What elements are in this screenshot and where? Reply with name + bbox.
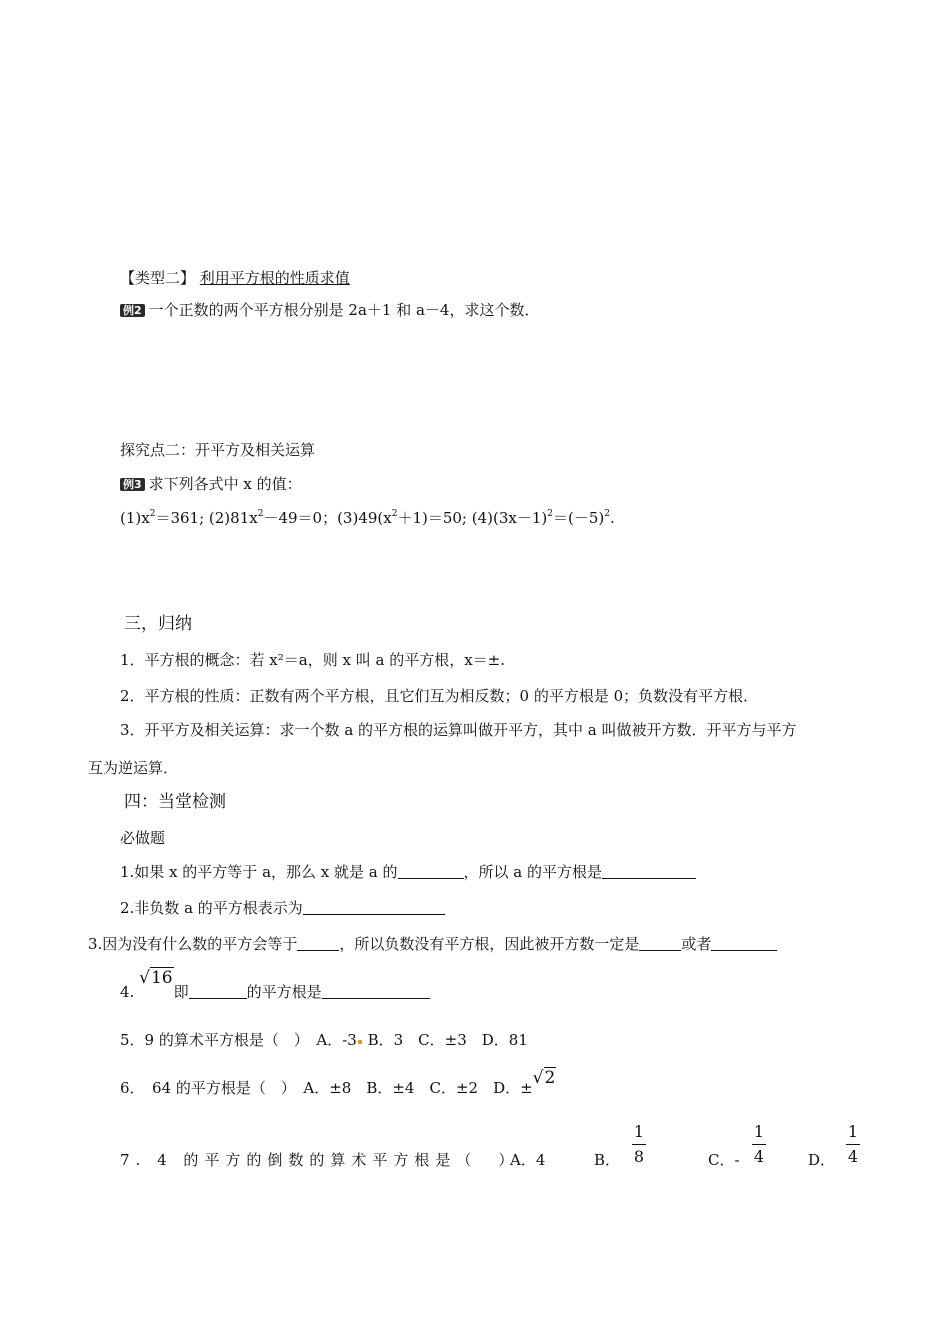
question-3-text-2: ，所以负数没有平方根，因此被开方数一定是 xyxy=(339,935,640,953)
question-4-number: 4. xyxy=(120,983,135,1001)
denominator: 8 xyxy=(633,1147,645,1166)
answer-blank[interactable] xyxy=(711,936,777,951)
fraction-1-4 xyxy=(846,1122,860,1167)
example-2-badge: 例2 xyxy=(120,304,145,317)
question-2 xyxy=(120,898,445,918)
numerator: 1 xyxy=(633,1122,645,1141)
eq-part: (1)x xyxy=(120,509,150,527)
question-5-text: 5．9 的算术平方根是（ ） A．-3 xyxy=(120,1031,357,1049)
eq-part: －49＝0；(3)49(x xyxy=(263,509,392,527)
summary-heading: 三，归纳 xyxy=(124,614,192,634)
numerator: 1 xyxy=(753,1122,765,1141)
sqrt-16: √16 xyxy=(139,968,173,988)
summary-point-1: 1．平方根的概念：若 x²＝a，则 x 叫 a 的平方根，x＝±. xyxy=(120,651,505,669)
check-heading: 四：当堂检测 xyxy=(124,792,226,812)
answer-blank[interactable] xyxy=(602,864,696,879)
eq-part: . xyxy=(609,509,615,527)
question-1-text-2: ，所以 a 的平方根是 xyxy=(463,863,602,881)
question-7-option-a: A．4 xyxy=(510,1151,546,1169)
example-3-equations xyxy=(120,508,615,528)
question-4-text-2: 的平方根是 xyxy=(246,983,322,1001)
answer-blank[interactable] xyxy=(297,936,339,951)
sqrt-2: √2 xyxy=(532,1068,556,1088)
answer-blank[interactable] xyxy=(322,984,430,999)
answer-blank[interactable] xyxy=(639,936,681,951)
question-4 xyxy=(120,968,430,1002)
denominator: 4 xyxy=(753,1147,765,1166)
question-7-text: 7. 4 的平方的倒数的算术平方根是（ ） xyxy=(120,1151,520,1169)
question-3-text: 3.因为没有什么数的平方会等于 xyxy=(88,935,298,953)
question-1 xyxy=(120,862,696,882)
check-subheading: 必做题 xyxy=(120,829,166,847)
question-2-text: 2.非负数 a 的平方根表示为 xyxy=(120,899,303,917)
example-2 xyxy=(120,300,539,320)
example-2-text: 一个正数的两个平方根分别是 2a＋1 和 a－4，求这个数． xyxy=(148,301,540,319)
eq-part: ＝361; (2)81x xyxy=(155,509,258,527)
sqrt-radicand: 2 xyxy=(544,1068,556,1088)
question-7-option-b: B． xyxy=(594,1151,621,1169)
question-6 xyxy=(120,1068,556,1098)
example-3 xyxy=(120,474,302,494)
type2-label: 【类型二】 xyxy=(120,269,196,287)
question-7-option-d: D． xyxy=(808,1151,836,1169)
eq-part: ＝(－5) xyxy=(553,509,605,527)
fraction-1-8 xyxy=(632,1122,646,1167)
summary-point-3: 3．开平方及相关运算：求一个数 a 的平方根的运算叫做开平方，其中 a 叫做被开方数．开平方与平方 xyxy=(120,721,797,739)
question-4-text: 即 xyxy=(173,983,189,1001)
answer-blank[interactable] xyxy=(303,900,445,915)
summary-point-3-cont: 互为逆运算． xyxy=(88,759,179,777)
eq-part: ＋1)＝50; (4)(3x－1) xyxy=(397,509,548,527)
sqrt-radicand: 16 xyxy=(150,968,173,988)
exponent: 2 xyxy=(257,509,264,519)
exponent: 2 xyxy=(547,509,553,519)
question-5 xyxy=(120,1030,528,1050)
type2-heading xyxy=(120,268,350,288)
answer-blank[interactable] xyxy=(189,984,247,999)
question-3-text-3: 或者 xyxy=(681,935,712,953)
example-3-badge: 例3 xyxy=(120,478,145,491)
summary-point-2: 2．平方根的性质：正数有两个平方根，且它们互为相反数；0 的平方根是 0；负数没有平方根． xyxy=(120,687,759,705)
answer-blank[interactable] xyxy=(398,864,464,879)
denominator: 4 xyxy=(847,1147,859,1166)
type2-title: 利用平方根的性质求值 xyxy=(199,269,350,287)
marker-dot xyxy=(358,1040,362,1044)
example-3-text: 求下列各式中 x 的值： xyxy=(148,475,302,493)
question-5-options: B．3 C．±3 D．81 xyxy=(367,1031,528,1049)
question-1-text: 1.如果 x 的平方等于 a，那么 x 就是 a 的 xyxy=(120,863,398,881)
exponent: 2 xyxy=(391,509,398,519)
numerator: 1 xyxy=(847,1122,859,1141)
exponent: 2 xyxy=(149,509,156,519)
exponent: 2 xyxy=(604,509,610,519)
explore-point-2-title: 探究点二：开平方及相关运算 xyxy=(120,441,316,459)
fraction-1-4-neg xyxy=(752,1122,766,1167)
question-6-text: 6． 64 的平方根是（ ） A．±8 B．±4 C．±2 D．± xyxy=(120,1079,533,1097)
question-7-option-c: C．- xyxy=(708,1151,740,1169)
question-3 xyxy=(88,934,777,954)
